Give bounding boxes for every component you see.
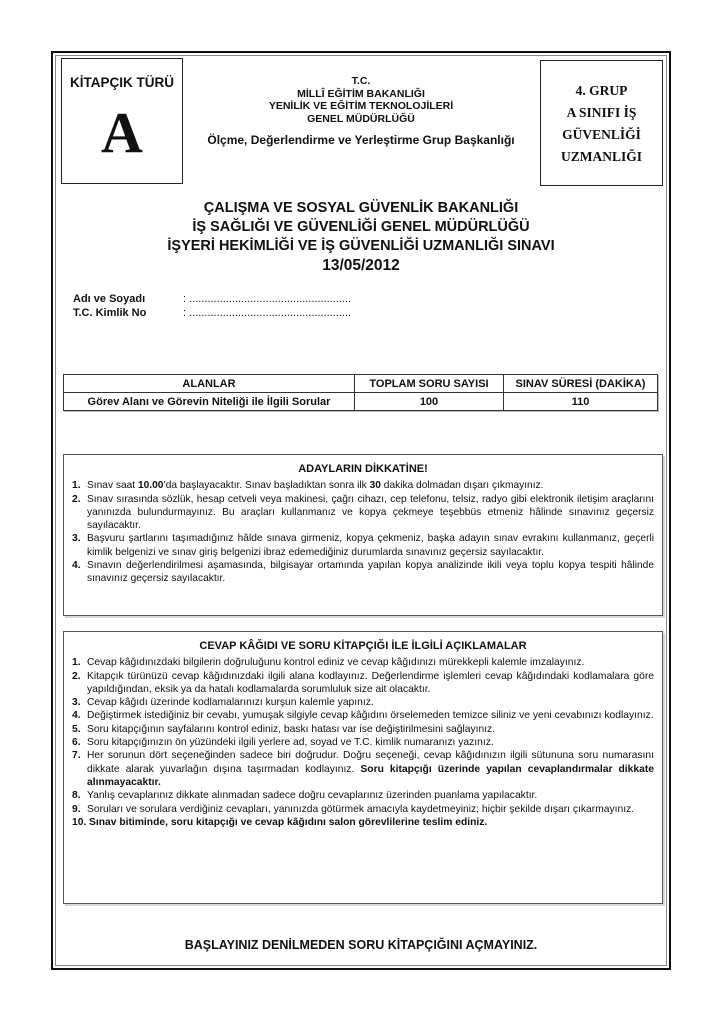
exam-date: 13/05/2012: [322, 257, 400, 274]
header-duration: SINAV SÜRESİ (DAKİKA): [504, 375, 658, 393]
answer-sheet-notice-box: [63, 631, 663, 904]
item-text: Sınav bitiminde, soru kitapçığı ve cevap kâğıdını salon görevlilerine teslim ediniz.: [89, 816, 488, 828]
item-number: 4.: [72, 560, 81, 572]
minimum-minutes: 30: [369, 480, 381, 492]
item-text: Sınav sırasında sözlük, hesap cetveli veya makinesi, çağrı cihazı, cep telefonu, telsiz, radyo gibi elektronik iletişim araçlarını yanınızda bulundurmayınız. Bu araçları kullanmanız ve kopya çekmeye teşebbüs etmeniz hâlinde sınavınız geçersiz sayılacaktır.: [87, 493, 654, 532]
booklet-type-letter: A: [101, 100, 143, 165]
ministry-title: ÇALIŞMA VE SOSYAL GÜVENLİK BAKANLIĞI: [203, 200, 519, 216]
exam-name-title: İŞYERİ HEKİMLİĞİ VE İŞ GÜVENLİĞİ UZMANLIĞI SINAVI: [167, 238, 555, 254]
item-number: 1.: [72, 480, 81, 492]
item-number: 7.: [72, 750, 81, 762]
list-item: [72, 493, 654, 533]
item-number: 2.: [72, 670, 81, 682]
item-number: 3.: [72, 697, 81, 709]
item-text: Değiştirmek istediğiniz bir cevabı, yumuşak silgiyle cevap kâğıdını örselemeden temizce siliniz ve yeni cevabınızı kodlayınız.: [87, 710, 654, 722]
cell-question-count: 100: [355, 393, 504, 411]
list-item: [72, 816, 654, 829]
issuer-line-1: T.C.: [351, 75, 371, 87]
group-line-3: GÜVENLİĞİ: [562, 127, 641, 142]
list-item: [72, 559, 654, 586]
item-text: Cevap kâğıdınızdaki bilgilerin doğruluğunu kontrol ediniz ve cevap kâğıdınızı mürekkepli kalemle imzalayınız.: [87, 657, 585, 669]
item-text-part: Sınav saat: [87, 480, 138, 492]
list-item: [72, 656, 654, 669]
id-blank[interactable]: : .....................................................: [183, 307, 352, 319]
start-time: 10.00: [137, 480, 164, 492]
list-item: [72, 736, 654, 749]
exam-group-box: [540, 60, 663, 186]
directorate-title: İŞ SAĞLIĞI VE GÜVENLİĞİ GENEL MÜDÜRLÜĞÜ: [192, 219, 530, 235]
candidate-fields: [73, 292, 351, 320]
issuer-line-2: MİLLÎ EĞİTİM BAKANLIĞI: [297, 87, 425, 100]
item-text: [87, 479, 654, 492]
group-line-4: UZMANLIĞI: [560, 149, 642, 164]
item-number: 6.: [72, 737, 81, 749]
issuer-line-3: YENİLİK VE EĞİTİM TEKNOLOJİLERİ: [268, 100, 454, 112]
name-field-row: [73, 292, 351, 306]
cell-duration: 110: [504, 393, 658, 411]
candidate-notice-heading: ADAYLARIN DİKKATİNE!: [298, 463, 428, 475]
item-text-part: Her sorunun dört seçeneğinden sadece biri doğrudur. Doğru seçeneği, cevap kâğıdınızın ilgili sütununa soru numarasını dikkate alarak yuvarlağın dışına taşırmadan kodlayınız.: [87, 750, 654, 775]
item-text: Soru kitapçığınızın ön yüzündeki ilgili yerlere ad, soyad ve T.C. kimlik numaranızı yazınız.: [87, 737, 494, 749]
item-number: 2.: [72, 493, 81, 505]
item-text: Cevap kâğıdı üzerinde kodlamalarınızı kurşun kalemle yapınız.: [87, 697, 374, 709]
list-item: [72, 696, 654, 709]
item-text: Soruları ve sorulara verdiğiniz cevapları, yanınızda götürmek amacıyla kaydetmeyiniz; hiçbir şekilde dışarı çıkarmayınız.: [87, 803, 635, 815]
header-question-count: TOPLAM SORU SAYISI: [355, 375, 504, 393]
do-not-open-warning: BAŞLAYINIZ DENİLMEDEN SORU KİTAPÇIĞINI AÇMAYINIZ.: [184, 938, 538, 952]
list-item: [72, 723, 654, 736]
item-text: Soru kitapçığının sayfalarını kontrol ediniz, baskı hatası var ise değiştirilmesini sağlayınız.: [87, 723, 496, 735]
header-areas: ALANLAR: [64, 375, 355, 393]
item-number: 8.: [72, 790, 81, 802]
list-item: [72, 749, 654, 789]
item-text-part: dakika dolmadan dışarı çıkmayınız.: [380, 480, 544, 492]
name-blank[interactable]: : .....................................................: [183, 293, 352, 305]
list-item: [72, 709, 654, 722]
id-label: T.C. Kimlik No: [73, 307, 147, 319]
exam-info-table: [63, 374, 658, 411]
item-number: 9.: [72, 803, 81, 815]
list-item: [72, 479, 654, 492]
issuer-header: [183, 75, 539, 147]
candidate-notice-list: [64, 479, 662, 585]
name-label: Adı ve Soyadı: [73, 293, 146, 305]
item-text: Kitapçık türünüzü cevap kâğıdınızdaki ilgili alana kodlayınız. Değerlendirme işlemleri cevap kâğıdındaki kodlamalara göre yapıldığından, eksik ya da hatalı kodlamalarda sorumluluk size ait olacaktır.: [87, 670, 654, 695]
item-text: [87, 749, 654, 789]
item-number: 10.: [72, 816, 87, 828]
answer-sheet-notice-heading: CEVAP KÂĞIDI VE SORU KİTAPÇIĞI İLE İLGİLİ AÇIKLAMALAR: [199, 640, 527, 652]
list-item: [72, 789, 654, 802]
list-item: [72, 670, 654, 697]
item-number: 1.: [72, 657, 81, 669]
id-field-row: [73, 306, 351, 320]
exam-titles: [55, 199, 667, 276]
item-text-part: ’da başlayacaktır. Sınav başladıktan sonra ilk: [163, 480, 370, 492]
item-text: Sınavın değerlendirilmesi aşamasında, bilgisayar ortamında yapılan kopya analizinde ikili veya toplu kopya tespiti hâlinde sınavınız geçersiz sayılacaktır.: [87, 560, 654, 585]
item-number: 4.: [72, 710, 81, 722]
issuer-department: Ölçme, Değerlendirme ve Yerleştirme Grup Başkanlığı: [207, 133, 515, 147]
answer-sheet-notice-list: [64, 656, 662, 829]
candidate-notice-box: [63, 454, 663, 616]
list-item: [72, 803, 654, 816]
table-header-row: [64, 375, 658, 393]
item-emphasis: Soru kitapçığı üzerinde yapılan cevaplandırmalar dikkate alınmayacaktır.: [87, 763, 655, 788]
issuer-line-4: GENEL MÜDÜRLÜĞÜ: [307, 112, 415, 125]
group-line-2: A SINIFI İŞ: [566, 105, 637, 120]
cell-area: Görev Alanı ve Görevin Niteliği ile İlgili Sorular: [64, 393, 355, 411]
list-item: [72, 532, 654, 559]
group-line-1: 4. GRUP: [575, 83, 628, 98]
booklet-type-box: [61, 58, 183, 184]
item-number: 3.: [72, 533, 81, 545]
item-text: Yanlış cevaplarınız dikkate alınmadan sadece doğru cevaplarınız üzerinden puanlama yapılacaktır.: [87, 790, 538, 802]
item-number: 5.: [72, 723, 81, 735]
table-row: [64, 393, 658, 411]
item-text: Başvuru şartlarını taşımadığınız hâlde sınava girmeniz, kopya çekmeniz, başka adayın sınav evrakını kullanmanız, geçerli kimlik belgenizi ve sınav giriş belgenizi ibraz edemediğiniz durumlarda sınavınız geçersiz sayılacaktır.: [87, 533, 654, 558]
booklet-type-label: KİTAPÇIK TÜRÜ: [70, 75, 174, 90]
